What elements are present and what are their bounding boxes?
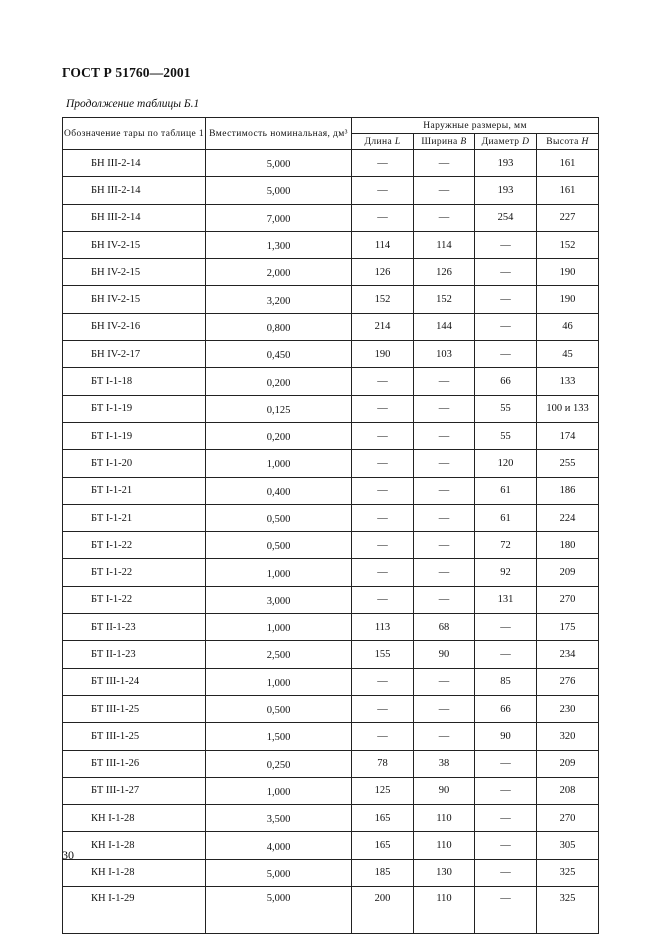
cell-capacity: 1,000 [206, 450, 352, 477]
cell-diameter: — [475, 614, 537, 641]
cell-height: 180 [537, 532, 599, 559]
cell-width: 68 [414, 614, 475, 641]
cell-height: 152 [537, 231, 599, 258]
cell-height: 209 [537, 559, 599, 586]
cell-designation: БН IV-2-15 [63, 259, 206, 286]
cell-diameter: 61 [475, 504, 537, 531]
cell-length: — [352, 450, 414, 477]
cell-capacity: 0,125 [206, 395, 352, 422]
cell-designation: БТ I-1-22 [63, 559, 206, 586]
cell-diameter: — [475, 641, 537, 668]
cell-width: 126 [414, 259, 475, 286]
cell-diameter: — [475, 313, 537, 340]
cell-height: 234 [537, 641, 599, 668]
cell-width: — [414, 204, 475, 231]
cell-length: 165 [352, 832, 414, 859]
cell-capacity: 0,200 [206, 368, 352, 395]
cell-height: 100 и 133 [537, 395, 599, 422]
cell-diameter: 66 [475, 368, 537, 395]
cell-designation: КН I-1-28 [63, 859, 206, 886]
cell-width: 152 [414, 286, 475, 313]
cell-length: — [352, 559, 414, 586]
cell-designation: БН III-2-14 [63, 150, 206, 177]
cell-length: — [352, 668, 414, 695]
cell-diameter: — [475, 750, 537, 777]
cell-width: 38 [414, 750, 475, 777]
cell-height: 186 [537, 477, 599, 504]
table-row [63, 368, 599, 395]
table-row [63, 586, 599, 613]
table-row [63, 859, 599, 886]
cell-designation: БН IV-2-15 [63, 231, 206, 258]
cell-capacity: 5,000 [206, 177, 352, 204]
table-row [63, 777, 599, 804]
cell-height: 133 [537, 368, 599, 395]
cell-capacity: 0,800 [206, 313, 352, 340]
cell-width: — [414, 668, 475, 695]
cell-length: 78 [352, 750, 414, 777]
cell-capacity: 0,500 [206, 532, 352, 559]
cell-capacity: 1,000 [206, 614, 352, 641]
cell-diameter: 85 [475, 668, 537, 695]
cell-designation: БН IV-2-17 [63, 341, 206, 368]
cell-designation: БТ III-1-26 [63, 750, 206, 777]
cell-diameter: — [475, 341, 537, 368]
cell-width: — [414, 395, 475, 422]
cell-length: 165 [352, 805, 414, 832]
cell-designation: БТ I-1-22 [63, 532, 206, 559]
cell-height: 270 [537, 586, 599, 613]
table-row [63, 422, 599, 449]
cell-designation: БТ I-1-21 [63, 504, 206, 531]
cell-designation: БН III-2-14 [63, 204, 206, 231]
cell-width: 130 [414, 859, 475, 886]
cell-length: — [352, 422, 414, 449]
document-title: ГОСТ Р 51760—2001 [62, 65, 191, 80]
cell-diameter: 55 [475, 395, 537, 422]
cell-length: 190 [352, 341, 414, 368]
cell-length: — [352, 368, 414, 395]
cell-width: — [414, 695, 475, 722]
cell-height: 45 [537, 341, 599, 368]
cell-designation: БТ I-1-19 [63, 395, 206, 422]
cell-height: 276 [537, 668, 599, 695]
cell-length: 214 [352, 313, 414, 340]
table-body [63, 150, 599, 934]
cell-length: — [352, 477, 414, 504]
table-row [63, 723, 599, 750]
cell-length: — [352, 586, 414, 613]
table-row [63, 832, 599, 859]
cell-capacity: 0,400 [206, 477, 352, 504]
cell-width: 90 [414, 777, 475, 804]
table-row [63, 204, 599, 231]
cell-capacity: 0,450 [206, 341, 352, 368]
cell-designation: БТ I-1-18 [63, 368, 206, 395]
table-row [63, 668, 599, 695]
cell-length: — [352, 532, 414, 559]
cell-width: — [414, 450, 475, 477]
cell-designation: БТ I-1-21 [63, 477, 206, 504]
cell-height: 255 [537, 450, 599, 477]
cell-height: 208 [537, 777, 599, 804]
cell-length: 155 [352, 641, 414, 668]
cell-length: 152 [352, 286, 414, 313]
cell-height: 325 [537, 859, 599, 886]
cell-designation: БТ I-1-20 [63, 450, 206, 477]
cell-length: 113 [352, 614, 414, 641]
table-row [63, 231, 599, 258]
cell-width: — [414, 422, 475, 449]
table-row [63, 504, 599, 531]
cell-diameter: 92 [475, 559, 537, 586]
cell-capacity: 0,250 [206, 750, 352, 777]
cell-height: 230 [537, 695, 599, 722]
cell-height: 190 [537, 259, 599, 286]
cell-height: 227 [537, 204, 599, 231]
cell-width: 114 [414, 231, 475, 258]
cell-capacity: 5,000 [206, 150, 352, 177]
cell-length: 185 [352, 859, 414, 886]
cell-width: 103 [414, 341, 475, 368]
cell-width: 110 [414, 832, 475, 859]
cell-width: 110 [414, 805, 475, 832]
cell-width: 90 [414, 641, 475, 668]
cell-diameter: 120 [475, 450, 537, 477]
header-capacity: Вместимость номинальная, дм³ [206, 118, 352, 150]
cell-capacity: 4,000 [206, 832, 352, 859]
cell-height: 161 [537, 150, 599, 177]
cell-diameter: — [475, 286, 537, 313]
cell-capacity: 0,500 [206, 695, 352, 722]
cell-designation: БН IV-2-16 [63, 313, 206, 340]
page-number: 30 [62, 848, 74, 862]
cell-diameter: 55 [475, 422, 537, 449]
cell-width: — [414, 532, 475, 559]
table-row [63, 259, 599, 286]
header-designation: Обозначение тары по таблице 1 [63, 118, 206, 150]
cell-diameter: — [475, 832, 537, 859]
table-row [63, 313, 599, 340]
cell-height: 46 [537, 313, 599, 340]
cell-capacity: 1,000 [206, 777, 352, 804]
cell-width: — [414, 723, 475, 750]
cell-height: 175 [537, 614, 599, 641]
cell-diameter: — [475, 805, 537, 832]
cell-capacity: 3,200 [206, 286, 352, 313]
table-row [63, 450, 599, 477]
cell-width: 110 [414, 887, 475, 934]
cell-diameter: 193 [475, 150, 537, 177]
cell-capacity: 5,000 [206, 859, 352, 886]
header-width: Ширина B [414, 134, 475, 150]
cell-designation: БН III-2-14 [63, 177, 206, 204]
cell-length: — [352, 723, 414, 750]
cell-diameter: 90 [475, 723, 537, 750]
table-row [63, 641, 599, 668]
cell-width: — [414, 150, 475, 177]
table-row [63, 614, 599, 641]
dimensions-table [62, 117, 599, 934]
cell-designation: БТ III-1-24 [63, 668, 206, 695]
cell-length: 114 [352, 231, 414, 258]
cell-width: — [414, 177, 475, 204]
cell-height: 161 [537, 177, 599, 204]
table-row [63, 532, 599, 559]
cell-diameter: 72 [475, 532, 537, 559]
cell-width: — [414, 586, 475, 613]
table-row [63, 395, 599, 422]
cell-capacity: 1,500 [206, 723, 352, 750]
cell-length: — [352, 395, 414, 422]
table-row [63, 150, 599, 177]
cell-height: 305 [537, 832, 599, 859]
cell-diameter: — [475, 259, 537, 286]
cell-designation: БТ III-1-25 [63, 695, 206, 722]
cell-capacity: 0,200 [206, 422, 352, 449]
cell-designation: БТ III-1-25 [63, 723, 206, 750]
header-dimensions-group: Наружные размеры, мм [352, 118, 599, 134]
cell-designation: БН IV-2-15 [63, 286, 206, 313]
header-length: Длина L [352, 134, 414, 150]
cell-width: 144 [414, 313, 475, 340]
cell-capacity: 1,000 [206, 559, 352, 586]
cell-length: — [352, 695, 414, 722]
table-row [63, 559, 599, 586]
cell-capacity: 3,500 [206, 805, 352, 832]
cell-capacity: 7,000 [206, 204, 352, 231]
cell-length: 200 [352, 887, 414, 934]
cell-length: — [352, 204, 414, 231]
cell-length: — [352, 150, 414, 177]
cell-height: 270 [537, 805, 599, 832]
cell-width: — [414, 559, 475, 586]
cell-diameter: — [475, 231, 537, 258]
cell-capacity: 1,000 [206, 668, 352, 695]
cell-designation: КН I-1-29 [63, 887, 206, 934]
cell-capacity: 3,000 [206, 586, 352, 613]
cell-length: — [352, 177, 414, 204]
cell-diameter: — [475, 859, 537, 886]
cell-diameter: — [475, 777, 537, 804]
cell-diameter: — [475, 887, 537, 934]
table-row [63, 477, 599, 504]
cell-designation: БТ II-1-23 [63, 641, 206, 668]
cell-designation: КН I-1-28 [63, 832, 206, 859]
table-row [63, 286, 599, 313]
cell-diameter: 193 [475, 177, 537, 204]
cell-diameter: 66 [475, 695, 537, 722]
cell-capacity: 1,300 [206, 231, 352, 258]
cell-width: — [414, 477, 475, 504]
cell-designation: БТ I-1-22 [63, 586, 206, 613]
cell-height: 320 [537, 723, 599, 750]
cell-designation: БТ III-1-27 [63, 777, 206, 804]
cell-diameter: 61 [475, 477, 537, 504]
cell-length: 125 [352, 777, 414, 804]
table-row [63, 887, 599, 934]
cell-designation: КН I-1-28 [63, 805, 206, 832]
cell-height: 224 [537, 504, 599, 531]
cell-designation: БТ II-1-23 [63, 614, 206, 641]
cell-width: — [414, 504, 475, 531]
cell-height: 174 [537, 422, 599, 449]
table-row [63, 750, 599, 777]
cell-capacity: 2,500 [206, 641, 352, 668]
cell-height: 209 [537, 750, 599, 777]
cell-designation: БТ I-1-19 [63, 422, 206, 449]
cell-diameter: 131 [475, 586, 537, 613]
table-row [63, 341, 599, 368]
cell-diameter: 254 [475, 204, 537, 231]
cell-length: — [352, 504, 414, 531]
header-height: Высота H [537, 134, 599, 150]
cell-capacity: 5,000 [206, 887, 352, 934]
header-diameter: Диаметр D [475, 134, 537, 150]
cell-capacity: 2,000 [206, 259, 352, 286]
table-row [63, 695, 599, 722]
table-caption: Продолжение таблицы Б.1 [66, 98, 200, 110]
table-row [63, 177, 599, 204]
cell-length: 126 [352, 259, 414, 286]
cell-capacity: 0,500 [206, 504, 352, 531]
cell-height: 190 [537, 286, 599, 313]
table-row [63, 805, 599, 832]
cell-height: 325 [537, 887, 599, 934]
cell-width: — [414, 368, 475, 395]
